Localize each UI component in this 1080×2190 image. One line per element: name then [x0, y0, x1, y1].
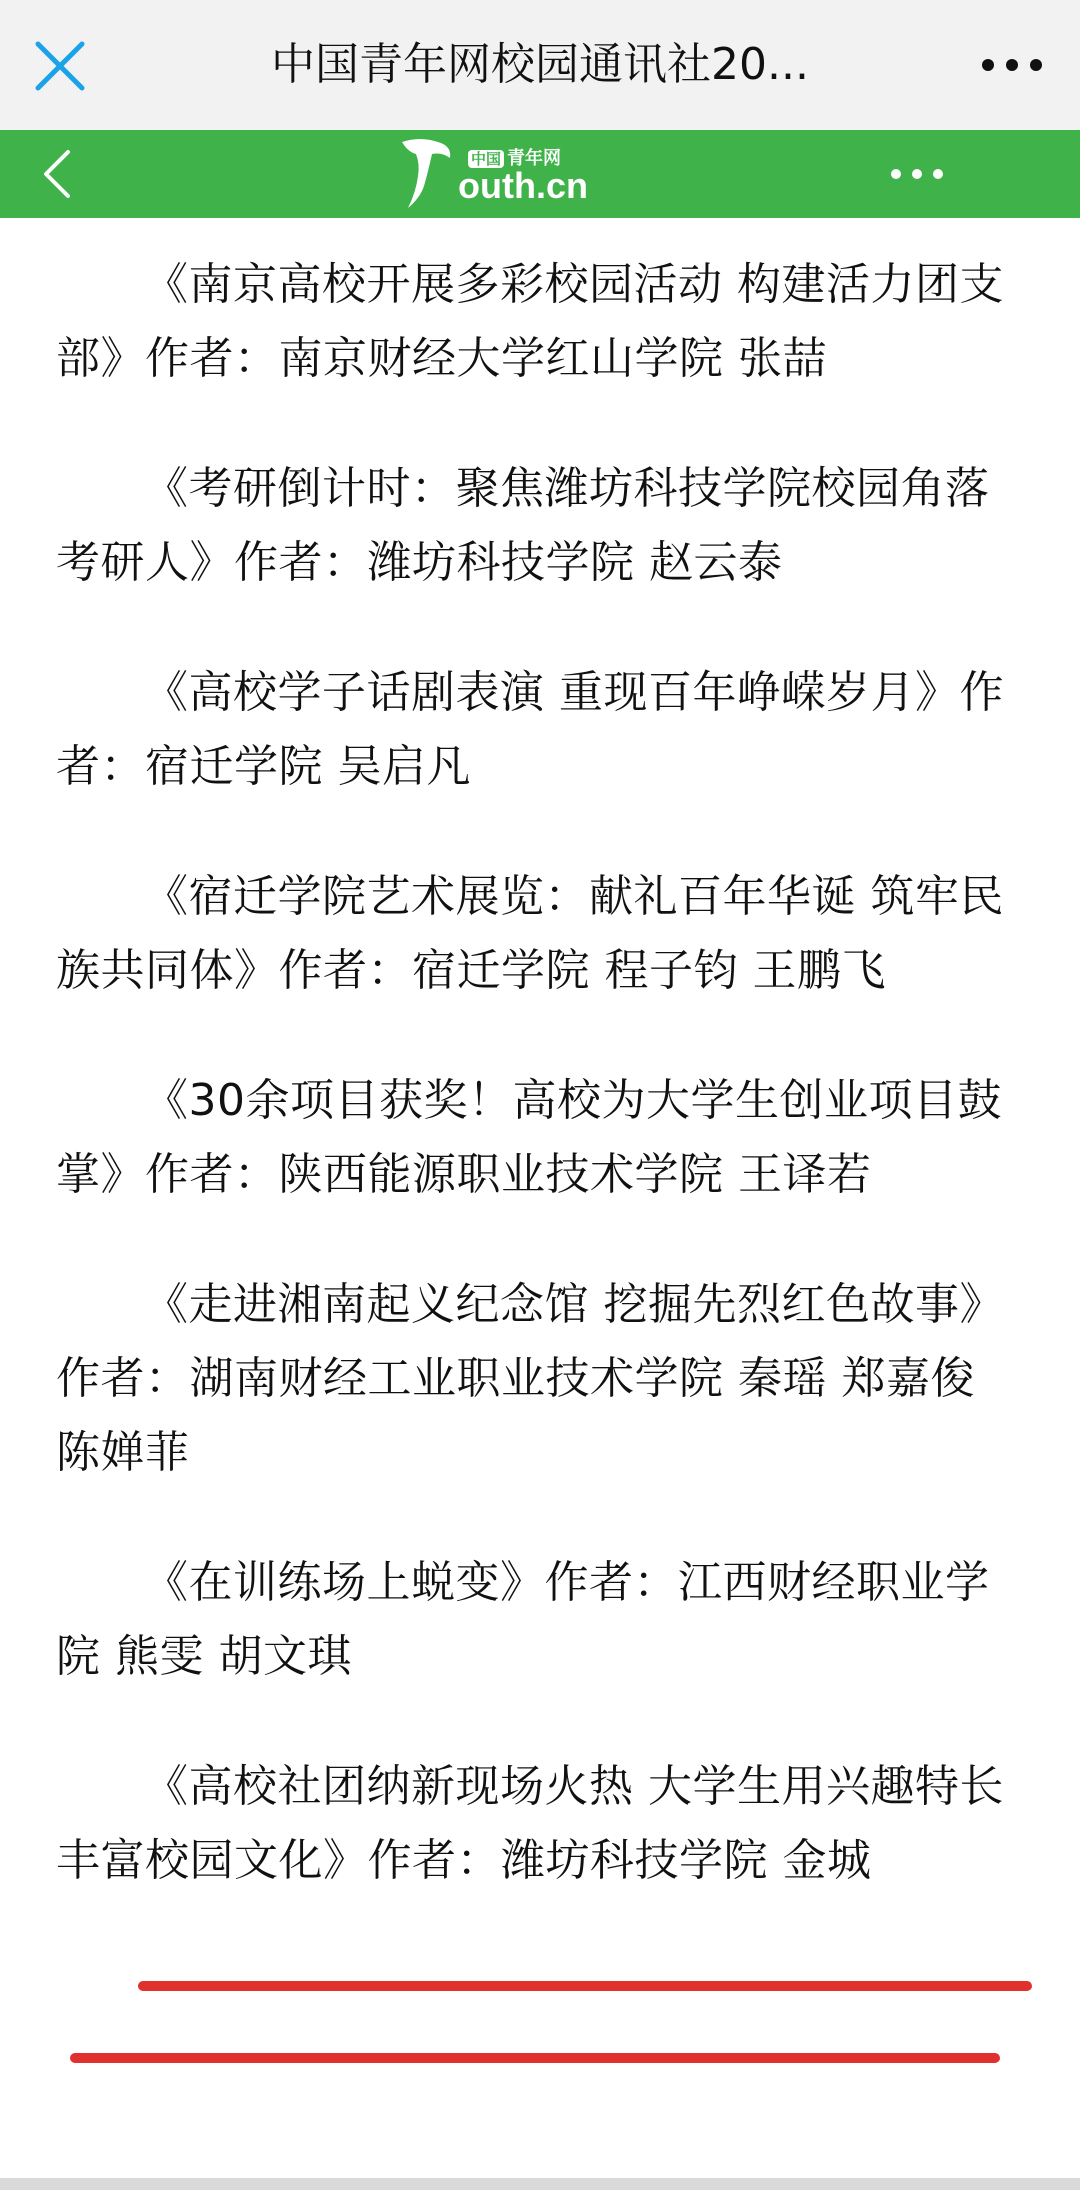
red-underline-mark	[70, 2053, 1000, 2063]
article-item[interactable]: 《30余项目获奖！高校为大学生创业项目鼓掌》作者：陕西能源职业技术学院 王译若	[56, 1075, 1002, 1200]
logo-english-text: outh.cn	[458, 165, 588, 206]
page-title: 中国青年网校园通讯社20...	[271, 39, 809, 90]
more-horizontal-icon[interactable]	[972, 40, 1052, 90]
header-more-icon[interactable]	[882, 154, 952, 194]
article-list	[56, 248, 1026, 1954]
app-top-bar	[0, 0, 1080, 130]
article-item-highlighted[interactable]: 《高校社团纳新现场火热 大学生用兴趣特长丰富校园文化》作者：潍坊科技学院 金城	[56, 1761, 1004, 1886]
red-underline-mark	[138, 1981, 1032, 1991]
logo-cn-label: 青年网	[507, 148, 562, 169]
page-bottom-divider	[0, 2178, 1080, 2190]
article-item[interactable]: 《南京高校开展多彩校园活动 构建活力团支部》作者：南京财经大学红山学院 张喆	[56, 259, 1004, 384]
close-icon[interactable]	[30, 36, 90, 96]
article-item[interactable]: 《高校学子话剧表演 重现百年峥嵘岁月》作者：宿迁学院 吴启凡	[56, 667, 1004, 792]
leaf-logo-icon	[398, 136, 458, 212]
article-item[interactable]: 《在训练场上蜕变》作者：江西财经职业学院 熊雯 胡文琪	[56, 1557, 990, 1682]
site-header	[0, 130, 1080, 218]
article-item[interactable]: 《考研倒计时：聚焦潍坊科技学院校园角落考研人》作者：潍坊科技学院 赵云泰	[56, 463, 990, 588]
youth-cn-logo	[398, 136, 598, 212]
article-item[interactable]: 《走进湘南起义纪念馆 挖掘先烈红色故事》作者：湖南财经工业职业技术学院 秦瑶 郑嘉俊 陈婵菲	[56, 1279, 1004, 1478]
article-item[interactable]: 《宿迁学院艺术展览：献礼百年华诞 筑牢民族共同体》作者：宿迁学院 程子钧 王鹏飞	[56, 871, 1004, 996]
logo-badge: 中国	[468, 150, 504, 168]
chevron-left-icon[interactable]	[30, 142, 90, 206]
